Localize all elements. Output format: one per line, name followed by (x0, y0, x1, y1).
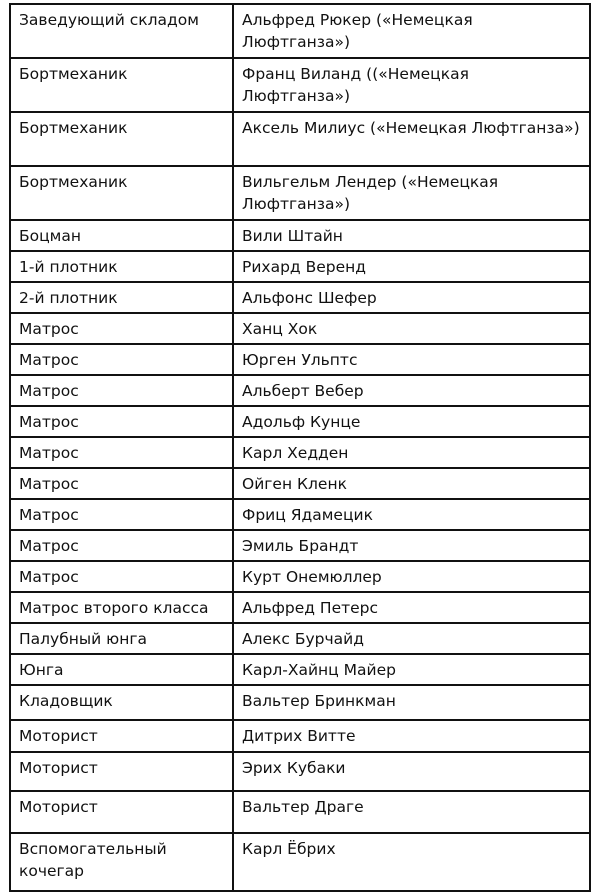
position-cell: Кладовщик (10, 685, 233, 720)
table-row (10, 685, 590, 720)
name-cell: Рихард Веренд (233, 251, 590, 282)
name-cell: Алекс Бурчайд (233, 623, 590, 654)
table-row (10, 406, 590, 437)
table-row (10, 344, 590, 375)
name-cell: Ханц Хок (233, 313, 590, 344)
name-cell: Ойген Кленк (233, 468, 590, 499)
position-cell: Матрос (10, 530, 233, 561)
position-cell: Моторист (10, 752, 233, 791)
table-row (10, 112, 590, 166)
position-cell: Палубный юнга (10, 623, 233, 654)
name-cell: Фриц Ядамецик (233, 499, 590, 530)
name-cell: Дитрих Витте (233, 720, 590, 752)
position-cell: Матрос (10, 313, 233, 344)
name-cell: Адольф Кунце (233, 406, 590, 437)
name-cell: Эрих Кубаки (233, 752, 590, 791)
table-row (10, 752, 590, 791)
position-cell: Матрос (10, 406, 233, 437)
position-cell: Вспомогательный кочегар (10, 833, 233, 891)
table-row (10, 220, 590, 251)
position-cell: Моторист (10, 720, 233, 752)
table-row (10, 530, 590, 561)
name-cell: Карл Ёбрих (233, 833, 590, 891)
name-cell: Эмиль Брандт (233, 530, 590, 561)
position-cell: Матрос (10, 499, 233, 530)
name-cell: Альфред Петерс (233, 592, 590, 623)
name-cell: Вальтер Бринкман (233, 685, 590, 720)
table-row (10, 623, 590, 654)
table-row (10, 437, 590, 468)
table-row (10, 791, 590, 833)
table-row (10, 561, 590, 592)
table-row (10, 499, 590, 530)
table-row (10, 313, 590, 344)
name-cell: Вильгельм Лендер («Немецкая Люфтганза») (233, 166, 590, 220)
position-cell: Матрос (10, 468, 233, 499)
name-cell: Карл Хедден (233, 437, 590, 468)
name-cell: Альберт Вебер (233, 375, 590, 406)
position-cell: Матрос (10, 561, 233, 592)
position-cell: Матрос второго класса (10, 592, 233, 623)
position-cell: Заведующий складом (10, 4, 233, 58)
name-cell: Альфред Рюкер («Немецкая Люфтганза») (233, 4, 590, 58)
table-row (10, 833, 590, 891)
position-cell: Боцман (10, 220, 233, 251)
name-cell: Франц Виланд ((«Немецкая Люфтганза») (233, 58, 590, 112)
table-row (10, 654, 590, 685)
table-row (10, 166, 590, 220)
table-row (10, 4, 590, 58)
table-row (10, 468, 590, 499)
name-cell: Курт Онемюллер (233, 561, 590, 592)
crew-table-body (10, 4, 590, 891)
name-cell: Вили Штайн (233, 220, 590, 251)
name-cell: Вальтер Драге (233, 791, 590, 833)
position-cell: Моторист (10, 791, 233, 833)
position-cell: Бортмеханик (10, 58, 233, 112)
position-cell: Юнга (10, 654, 233, 685)
table-row (10, 592, 590, 623)
position-cell: 1-й плотник (10, 251, 233, 282)
position-cell: Бортмеханик (10, 166, 233, 220)
table-row (10, 720, 590, 752)
position-cell: Матрос (10, 344, 233, 375)
position-cell: Матрос (10, 375, 233, 406)
position-cell: Матрос (10, 437, 233, 468)
position-cell: Бортмеханик (10, 112, 233, 166)
table-row (10, 282, 590, 313)
table-row (10, 58, 590, 112)
table-row (10, 251, 590, 282)
name-cell: Карл-Хайнц Майер (233, 654, 590, 685)
crew-table (9, 3, 591, 892)
position-cell: 2-й плотник (10, 282, 233, 313)
table-row (10, 375, 590, 406)
name-cell: Альфонс Шефер (233, 282, 590, 313)
name-cell: Юрген Ульптс (233, 344, 590, 375)
name-cell: Аксель Милиус («Немецкая Люфтганза») (233, 112, 590, 166)
